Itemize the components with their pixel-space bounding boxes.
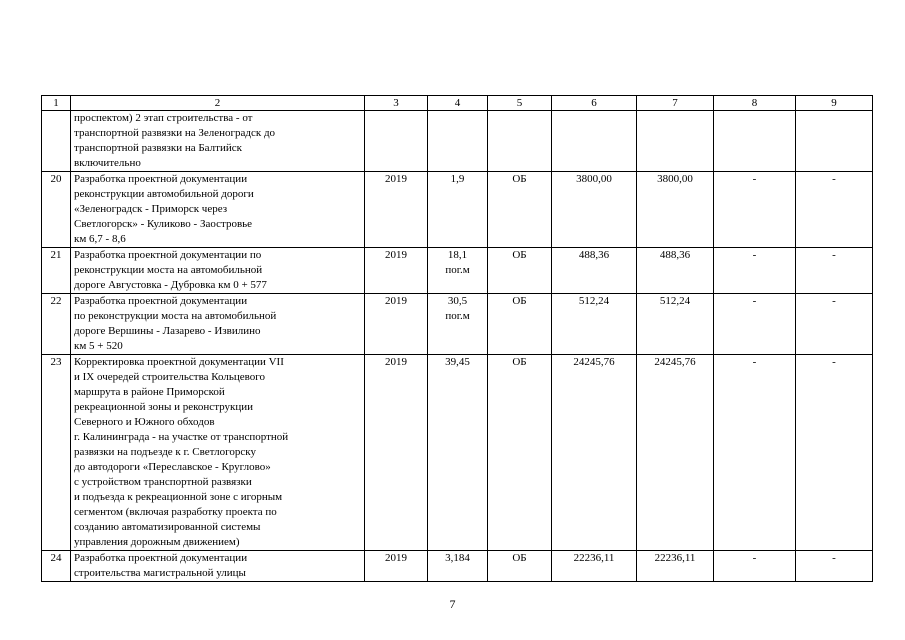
dash-cell: - xyxy=(714,294,796,355)
length-cell xyxy=(428,172,488,248)
description-cell-line: сегментом (включая разработку проекта по xyxy=(74,506,277,518)
amount-cell xyxy=(552,111,637,172)
header-cell: 8 xyxy=(714,96,796,111)
funding-source-cell: ОБ xyxy=(488,294,552,355)
amount-cell: 24245,76 xyxy=(637,355,714,551)
dash-cell: - xyxy=(714,172,796,248)
description-cell-line: рекреационной зоны и реконструкции xyxy=(74,401,253,413)
table-row xyxy=(42,172,873,248)
header-cell: 7 xyxy=(637,96,714,111)
amount-cell: 512,24 xyxy=(552,294,637,355)
page-number: 7 xyxy=(449,597,456,611)
description-cell-line: по реконструкции моста на автомобильной xyxy=(74,310,277,322)
year-cell: 2019 xyxy=(365,294,428,355)
description-cell-line: реконструкции моста на автомобильной xyxy=(74,264,263,276)
amount-cell xyxy=(637,111,714,172)
dash-cell: - xyxy=(796,248,873,294)
length-cell xyxy=(428,294,488,355)
funding-source-cell: ОБ xyxy=(488,248,552,294)
description-cell xyxy=(71,355,365,551)
funding-source-cell: ОБ xyxy=(488,551,552,582)
year-cell: 2019 xyxy=(365,355,428,551)
description-cell-line: Разработка проектной документации по xyxy=(74,249,262,261)
header-cell: 4 xyxy=(428,96,488,111)
row-number: 23 xyxy=(42,355,71,551)
description-cell xyxy=(71,111,365,172)
table-row xyxy=(42,551,873,582)
amount-cell: 488,36 xyxy=(637,248,714,294)
description-cell-line: Разработка проектной документации xyxy=(74,173,248,185)
length-cell xyxy=(428,551,488,582)
dash-cell xyxy=(714,111,796,172)
amount-cell: 3800,00 xyxy=(637,172,714,248)
description-cell-line: созданию автоматизированной системы xyxy=(74,521,261,533)
dash-cell xyxy=(796,111,873,172)
header-cell: 2 xyxy=(71,96,365,111)
description-cell-line: дороге Августовка - Дубровка км 0 + 577 xyxy=(74,279,267,291)
row-number: 24 xyxy=(42,551,71,582)
amount-cell: 22236,11 xyxy=(552,551,637,582)
header-cell: 5 xyxy=(488,96,552,111)
description-cell-line: дороге Вершины - Лазарево - Извилино xyxy=(74,325,261,337)
row-number xyxy=(42,111,71,172)
amount-cell: 22236,11 xyxy=(637,551,714,582)
funding-source-cell: ОБ xyxy=(488,172,552,248)
amount-cell: 24245,76 xyxy=(552,355,637,551)
description-cell-line: транспортной развязки на Балтийск xyxy=(74,142,242,154)
length-cell-line: пог.м xyxy=(445,264,470,276)
table-row xyxy=(42,355,873,551)
description-cell xyxy=(71,294,365,355)
length-cell xyxy=(428,355,488,551)
description-cell-line: и IX очередей строительства Кольцевого xyxy=(74,371,266,383)
funding-source-cell xyxy=(488,111,552,172)
description-cell-line: включительно xyxy=(74,157,141,169)
length-cell-line: пог.м xyxy=(445,310,470,322)
description-cell-line: управления дорожным движением) xyxy=(74,536,240,548)
description-cell-line: до автодороги «Переславское - Круглово» xyxy=(74,461,271,473)
description-cell xyxy=(71,248,365,294)
header-row xyxy=(42,96,873,111)
description-cell-line: и подъезда к рекреационной зоне с игорным xyxy=(74,491,283,503)
length-cell-line: 30,5 xyxy=(447,295,468,307)
description-cell-line: проспектом) 2 этап строительства - от xyxy=(74,112,253,124)
description-cell-line: маршрута в районе Приморской xyxy=(74,386,225,398)
amount-cell: 488,36 xyxy=(552,248,637,294)
description-cell-line: Разработка проектной документации xyxy=(74,552,248,564)
row-number: 20 xyxy=(42,172,71,248)
length-cell-line: 1,9 xyxy=(450,173,465,185)
dash-cell: - xyxy=(714,551,796,582)
length-cell xyxy=(428,248,488,294)
header-cell: 9 xyxy=(796,96,873,111)
description-cell-line: Разработка проектной документации xyxy=(74,295,248,307)
description-cell-line: строительства магистральной улицы xyxy=(74,567,246,579)
data-table xyxy=(41,95,873,582)
header-cell: 6 xyxy=(552,96,637,111)
row-number: 22 xyxy=(42,294,71,355)
dash-cell: - xyxy=(796,294,873,355)
dash-cell: - xyxy=(714,355,796,551)
header-cell: 1 xyxy=(42,96,71,111)
description-cell-line: Корректировка проектной документации VII xyxy=(74,356,284,368)
year-cell: 2019 xyxy=(365,551,428,582)
length-cell xyxy=(428,111,488,172)
table-row xyxy=(42,294,873,355)
table-row xyxy=(42,111,873,172)
length-cell-line: 39,45 xyxy=(445,356,470,368)
year-cell: 2019 xyxy=(365,248,428,294)
description-cell-line: развязки на подъезде к г. Светлогорску xyxy=(74,446,256,458)
year-cell: 2019 xyxy=(365,172,428,248)
description-cell xyxy=(71,551,365,582)
description-cell-line: Северного и Южного обходов xyxy=(74,416,215,428)
description-cell-line: г. Калининграда - на участке от транспортной xyxy=(74,431,289,443)
dash-cell: - xyxy=(796,355,873,551)
funding-source-cell: ОБ xyxy=(488,355,552,551)
description-cell-line: Светлогорск» - Куликово - Заостровье xyxy=(74,218,253,230)
description-cell-line: «Зеленоградск - Приморск через xyxy=(74,203,228,215)
year-cell xyxy=(365,111,428,172)
amount-cell: 512,24 xyxy=(637,294,714,355)
description-cell-line: транспортной развязки на Зеленоградск до xyxy=(74,127,276,139)
length-cell-line: 3,184 xyxy=(445,552,470,564)
header-cell: 3 xyxy=(365,96,428,111)
row-number: 21 xyxy=(42,248,71,294)
length-cell-line: 18,1 xyxy=(447,249,468,261)
description-cell xyxy=(71,172,365,248)
dash-cell: - xyxy=(796,551,873,582)
amount-cell: 3800,00 xyxy=(552,172,637,248)
dash-cell: - xyxy=(796,172,873,248)
description-cell-line: км 6,7 - 8,6 xyxy=(74,233,126,245)
table-row xyxy=(42,248,873,294)
description-cell-line: км 5 + 520 xyxy=(74,340,123,352)
description-cell-line: с устройством транспортной развязки xyxy=(74,476,252,488)
description-cell-line: реконструкции автомобильной дороги xyxy=(74,188,254,200)
dash-cell: - xyxy=(714,248,796,294)
